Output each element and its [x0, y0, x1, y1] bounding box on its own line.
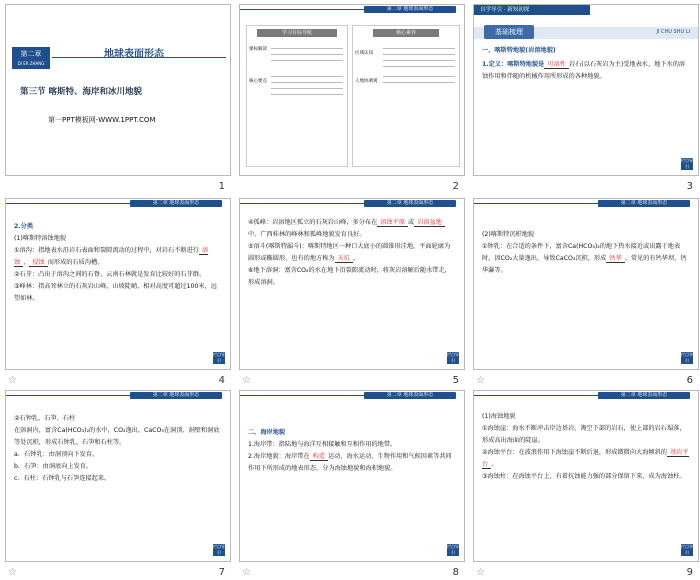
slide-number: 9 [686, 567, 693, 578]
thumb-footer [236, 176, 469, 194]
objectives-heading: 学习目标导航 [257, 29, 337, 37]
chapter-bar [474, 199, 698, 208]
paragraph-text: 2.海岸地貌：海岸带在 [248, 453, 310, 460]
slide-number: 2 [452, 181, 459, 192]
back-button-label: 栏目导引 [681, 158, 693, 169]
star-icon: ☆ [8, 567, 17, 578]
text-line [271, 48, 343, 49]
slide-thumbnail-8[interactable] [236, 388, 469, 580]
blank-answer: 溶蚀平原 [377, 219, 408, 227]
chapter-tag: 第二章 地球表面形态 [364, 392, 456, 399]
text-line [271, 88, 343, 89]
back-button[interactable] [213, 544, 225, 556]
chapter-box [12, 47, 50, 69]
paragraph-text: ①钟乳：在合适的条件下，富含Ca(HCO₃)₂的地下热水接近或出露于地表时，因CO₂大量逸出，导致CaCO₃沉积，形成 [482, 243, 681, 262]
text-line [383, 54, 455, 55]
chapter-bar [240, 199, 464, 208]
back-button[interactable] [447, 544, 459, 556]
section-heading: 一、喀斯特地貌(岩溶地貌) [482, 47, 556, 54]
body-heading: 二、海岸地貌 [248, 429, 286, 436]
definition-paragraph [482, 59, 690, 83]
chapter-box-sub: DI ER ZHANG [17, 61, 45, 66]
thumb-footer [470, 562, 700, 580]
text-line [383, 60, 455, 61]
literacy-row-2: 人地协调观 [355, 79, 378, 84]
star-icon: ☆ [242, 375, 251, 386]
subheading: (1)海蚀地貌 [482, 413, 516, 420]
chapter-box-label: 第二章 [20, 50, 42, 58]
chapter-bar [6, 199, 230, 208]
back-button[interactable] [681, 352, 693, 364]
slide-thumbnail-2[interactable] [236, 2, 469, 194]
chapter-line [474, 203, 598, 204]
slide-number: 8 [452, 567, 459, 578]
thumb-footer [470, 176, 700, 194]
slide-number: 5 [452, 375, 459, 386]
thumb-footer [2, 370, 235, 388]
chapter-bar [240, 391, 464, 400]
paragraph-3: ③海蚀柱：在海蚀平台上，有着抗蚀能力强的部分保留下来，成为海蚀柱。 [482, 473, 686, 480]
chapter-tag: 第二章 地球表面形态 [130, 392, 222, 399]
star-icon: ☆ [476, 375, 485, 386]
section-title: 第三节 喀斯特、海岸和冰川地貌 [20, 87, 142, 97]
slide-number: 4 [218, 375, 225, 386]
back-button-label: 栏目导引 [213, 352, 225, 363]
row-label-2: 核心要点 [249, 79, 267, 84]
paragraph-1: ②石钟乳、石笋、石柱 [14, 415, 76, 422]
text-line [383, 76, 455, 77]
paragraph-text: 。常见的有钙华坝、钙华瀑等。 [482, 255, 687, 274]
chapter-tag: 第二章 地球表面形态 [364, 200, 456, 207]
star-icon: ☆ [242, 567, 251, 578]
paragraph-3: ③峰林：指高耸林立的石灰岩山峰，山坡陡峭，相对高度可超过100米，远望如林。 [14, 283, 217, 302]
definition-lead: 1.定义：喀斯特地貌是 [482, 61, 545, 68]
slide-1[interactable] [5, 4, 231, 176]
paragraph-2 [482, 447, 690, 471]
paragraph-text: 运动、海水运动、生物作用和气候因素等共同作用下所形成的地表形态，分为海蚀地貌和海积地貌。 [248, 453, 452, 472]
slide-thumbnail-5[interactable] [236, 196, 469, 388]
paragraph-2: ②石芽：凸出于溶沟之间的石脊，云南石林就是发育比较好的石芽群。 [14, 271, 206, 278]
slide-number: 7 [218, 567, 225, 578]
paragraph-2 [248, 241, 456, 265]
literacy-row-1: 区域认知 [355, 51, 373, 56]
objectives-table [246, 25, 348, 167]
slide-number: 3 [686, 181, 693, 192]
blank-answer: 侵蚀 [29, 259, 47, 267]
section-banner: 自学导引 · 新知初探 [474, 5, 590, 15]
paragraph-text: ①溶沟：指地表水沿岩石表面和裂隙流动的过程中，对岩石不断进行 [14, 247, 199, 254]
topic-box: 基础梳理 [484, 25, 534, 39]
slide-thumbnail-3[interactable] [470, 2, 700, 194]
definition-rest: 岩石(以石灰岩为主)受地表水、地下水的溶蚀作用和伴随的机械作用所形成的各种地貌。 [482, 61, 686, 80]
text-line [271, 76, 343, 77]
paragraph-text: 或 [408, 219, 415, 226]
paragraph-1: 1.海岸带：指陆地与海洋互相接触和互相作用的地带。 [248, 441, 397, 448]
paragraph-text: 。 [491, 461, 498, 468]
text-line [383, 48, 455, 49]
chapter-tag: 第二章 地球表面形态 [598, 392, 690, 399]
blank-answer: 基岩平台 [482, 449, 689, 468]
paragraph-2: 在溶洞内，富含Ca(HCO₃)₂的水中，CO₂逸出，CaCO₃在洞顶、洞壁和洞底等处沉积，形成石钟乳、石笋和石柱等。 [14, 427, 220, 446]
slide-4[interactable] [5, 198, 231, 370]
topic-pinyin: JI CHU SHU LI [656, 29, 690, 35]
site-text: 第一PPT模板网-WWW.1PPT.COM [48, 116, 156, 124]
slide-body [248, 217, 456, 289]
slide-body [14, 413, 222, 485]
back-button[interactable] [447, 352, 459, 364]
text-line [271, 82, 343, 83]
slide-number: 1 [218, 181, 225, 192]
item-a: a．石钟乳：由洞顶向下发育。 [14, 451, 99, 458]
chapter-line [240, 395, 364, 396]
text-line [271, 60, 343, 61]
paragraph-text: ④孤峰：岩溶地区孤立的石灰岩山峰，多分布在 [248, 219, 378, 226]
slide-8[interactable] [239, 390, 465, 562]
item-c: c．石柱：石钟乳与石笋连接起来。 [14, 475, 111, 482]
text-line [383, 82, 455, 83]
paragraph-1 [248, 217, 456, 241]
star-icon: ☆ [476, 567, 485, 578]
star-icon: ☆ [8, 375, 17, 386]
paragraph-text: ⑤溶斗(喀斯特漏斗)：喀斯特地区一种口大底小的圆锥形洼地，平面轮廓为圆形或椭圆形，也有的地方称为 [248, 243, 451, 262]
blank-answer: 钙华 [606, 255, 624, 263]
slide-thumbnail-6[interactable] [470, 196, 700, 388]
chapter-tag: 第二章 地球表面形态 [364, 6, 456, 13]
paragraph-text: 而形成的石质沟槽。 [47, 259, 104, 266]
chapter-bar [6, 391, 230, 400]
thumb-footer [236, 370, 469, 388]
chapter-line [474, 395, 598, 396]
chapter-line [240, 9, 364, 10]
slide-thumbnail-7[interactable] [2, 388, 235, 580]
back-button-label: 栏目导引 [447, 352, 459, 363]
body-heading: 2.分类 [14, 223, 34, 230]
back-button-label: 栏目导引 [681, 352, 693, 363]
slide-6[interactable] [473, 198, 699, 370]
back-button[interactable] [213, 352, 225, 364]
chapter-bar [240, 5, 464, 14]
literacy-heading: 核心素养 [373, 29, 439, 37]
slide-2[interactable] [239, 4, 465, 176]
paragraph-1 [482, 241, 690, 277]
slide-body [14, 221, 222, 305]
back-button-label: 栏目导引 [447, 544, 459, 555]
paragraph-1: ①海蚀崖：海水不断冲击岸边基岩，淘空下部的岩石，使上部的岩石塌落，形成高出海面的陡崖。 [482, 425, 686, 444]
subheading: (2)喀斯特沉积地貌 [482, 231, 535, 238]
paragraph-2 [248, 451, 456, 475]
slide-9[interactable] [473, 390, 699, 562]
paragraph-3: ⑥地下溶洞：富含CO₂的水在地下沿裂隙流动时，将灰岩溶解后随水带走，形成溶洞。 [248, 267, 451, 286]
item-b: b．石笋：由洞底向上发育。 [14, 463, 93, 470]
chapter-tag: 第二章 地球表面形态 [130, 200, 222, 207]
row-label-1: 课标解读 [249, 47, 267, 52]
chapter-line [6, 395, 130, 396]
paragraph-1: ①溶沟：指地表水沿岩石表面和裂隙流动的过程中，对岩石不断进行 溶蚀 、 侵蚀 而形成的石质沟槽。 [14, 247, 209, 266]
back-button-label: 栏目导引 [681, 544, 693, 555]
slide-body [482, 229, 690, 277]
slide-thumbnail-4[interactable] [2, 196, 235, 388]
chapter-line [240, 203, 364, 204]
slide-body [248, 427, 456, 475]
subheading: (1)喀斯特溶蚀地貌 [14, 235, 67, 242]
text-line [383, 66, 455, 67]
slide-title: 地球表面形态 [104, 49, 164, 60]
literacy-table [352, 25, 460, 167]
thumb-footer [470, 370, 700, 388]
text-line [271, 94, 343, 95]
paragraph-text: 中。广西桂林的峰林和孤峰地貌发育良好。 [248, 231, 366, 238]
paragraph-text: ②海蚀平台：在波浪作用下海蚀崖不断后退，形成微微向大海倾斜的 [482, 449, 667, 456]
blank-answer: 岩溶盆地 [414, 219, 445, 227]
back-button[interactable] [681, 158, 693, 170]
paragraph-text: 。 [353, 255, 360, 262]
thumb-footer [236, 562, 469, 580]
blank-answer: 溶蚀 [14, 247, 209, 266]
slide-body [482, 411, 690, 483]
slide-5[interactable] [239, 198, 465, 370]
thumb-footer [2, 176, 235, 194]
slide-3[interactable] [473, 4, 699, 176]
back-button-label: 栏目导引 [213, 544, 225, 555]
chapter-bar [474, 391, 698, 400]
blank-answer: 可溶性 [544, 61, 569, 69]
text-line [271, 54, 343, 55]
slide-thumbnail-1[interactable] [2, 2, 235, 194]
chapter-line [6, 203, 130, 204]
slide-thumbnail-9[interactable] [470, 388, 700, 580]
thumb-footer [2, 562, 235, 580]
blank-answer: 天坑 [335, 255, 353, 263]
blank-answer: 构造 [310, 453, 328, 461]
slide-7[interactable] [5, 390, 231, 562]
back-button[interactable] [681, 544, 693, 556]
slide-number: 6 [686, 375, 693, 386]
chapter-tag: 第二章 地球表面形态 [598, 200, 690, 207]
